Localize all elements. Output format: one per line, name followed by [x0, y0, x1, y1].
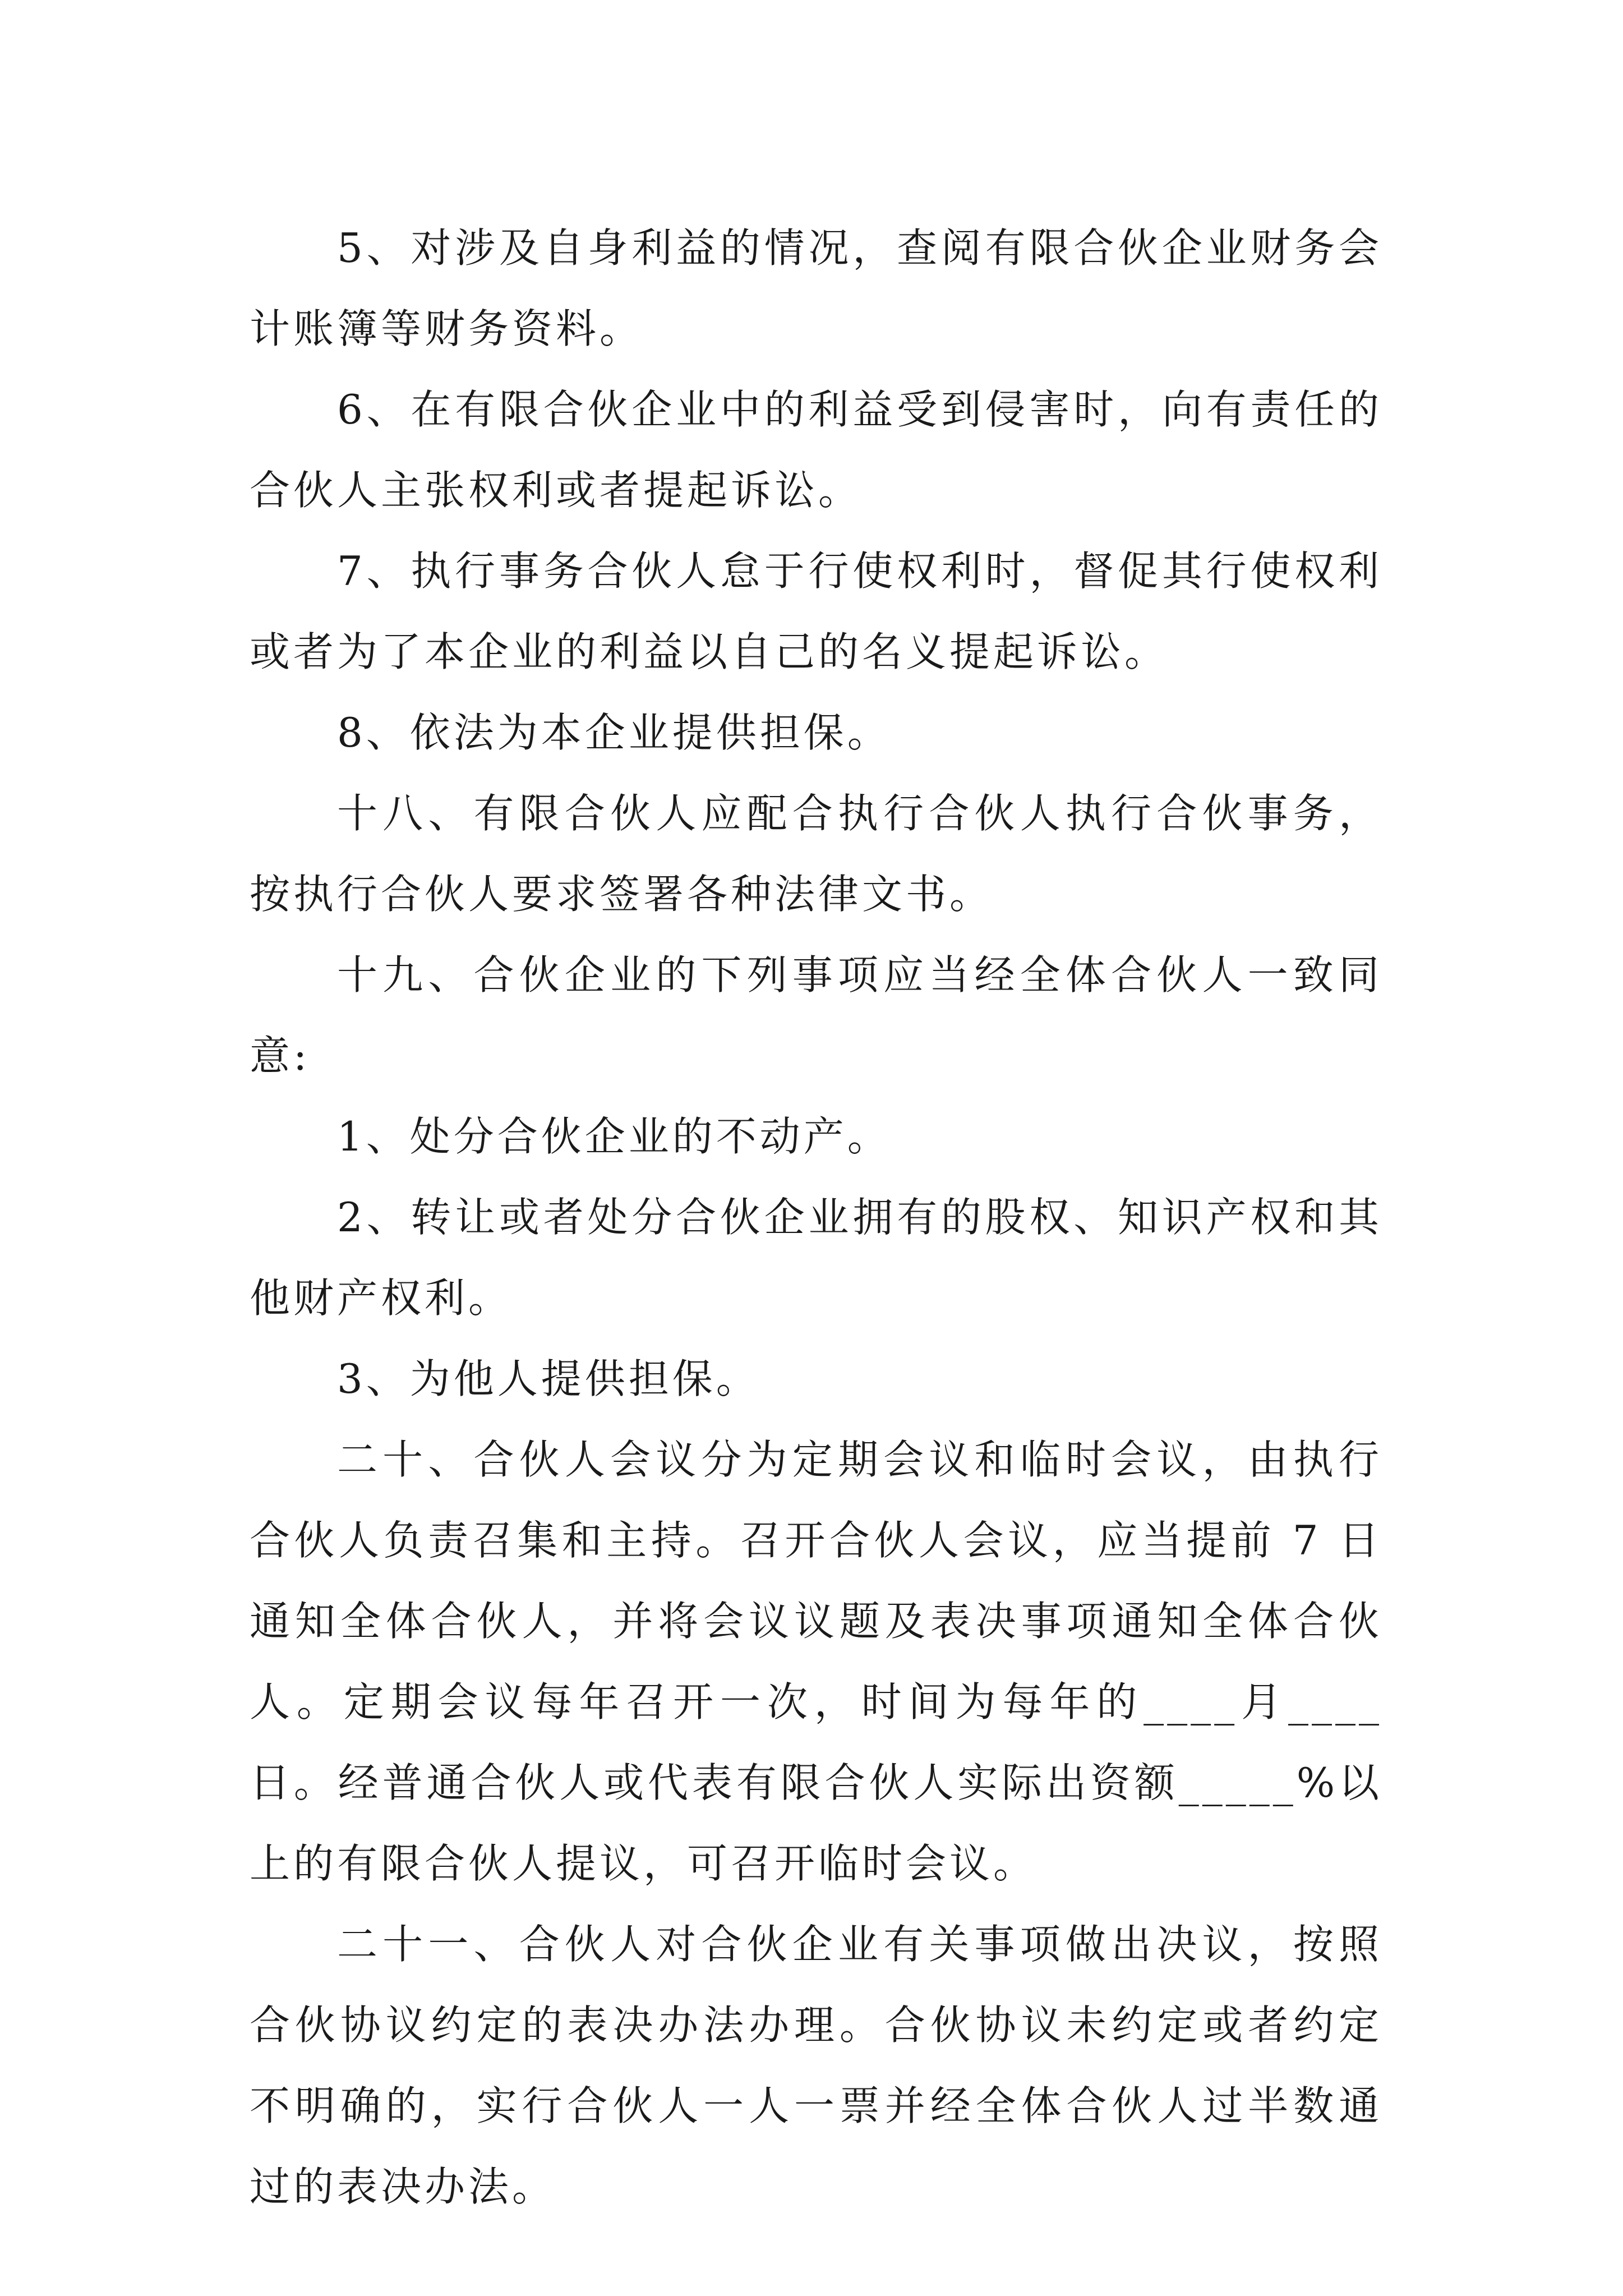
- paragraph-article-20: 二十、合伙人会议分为定期会议和临时会议，由执行合伙人负责召集和主持。召开合伙人会议，应当提前 7 日通知全体合伙人，并将会议议题及表决事项通知全体合伙人。定期会议每年召开一次，时间为每年的____月____日。经普通合伙人或代表有限合伙人实际出资额_____%以上的有限合伙人提议，可召开临时会议。: [250, 1436, 1382, 1887]
- paragraph-sub-item-1: 1、处分合伙企业的不动产。: [337, 1113, 891, 1160]
- paragraph-item-5: 5、对涉及自身利益的情况，查阅有限合伙企业财务会计账簿等财务资料。: [250, 224, 1382, 352]
- paragraph-item-7: 7、执行事务合伙人怠于行使权利时，督促其行使权利或者为了本企业的利益以自己的名义提起诉讼。: [250, 547, 1382, 675]
- paragraph-sub-item-2: 2、转让或者处分合伙企业拥有的股权、知识产权和其他财产权利。: [250, 1194, 1382, 1322]
- paragraph-sub-item-3: 3、为他人提供担保。: [337, 1355, 760, 1402]
- paragraph-item-6: 6、在有限合伙企业中的利益受到侵害时，向有责任的合伙人主张权利或者提起诉讼。: [250, 386, 1382, 514]
- document-body: [250, 208, 1382, 2227]
- paragraph-article-21: 二十一、合伙人对合伙企业有关事项做出决议，按照合伙协议约定的表决办法办理。合伙协议未约定或者约定不明确的，实行合伙人一人一票并经全体合伙人过半数通过的表决办法。: [250, 1921, 1382, 2210]
- paragraph-article-19: 十九、合伙企业的下列事项应当经全体合伙人一致同意:: [250, 951, 1382, 1079]
- paragraph-article-18: 十八、有限合伙人应配合执行合伙人执行合伙事务，按执行合伙人要求签署各种法律文书。: [250, 790, 1382, 918]
- paragraph-item-8: 8、依法为本企业提供担保。: [337, 709, 891, 756]
